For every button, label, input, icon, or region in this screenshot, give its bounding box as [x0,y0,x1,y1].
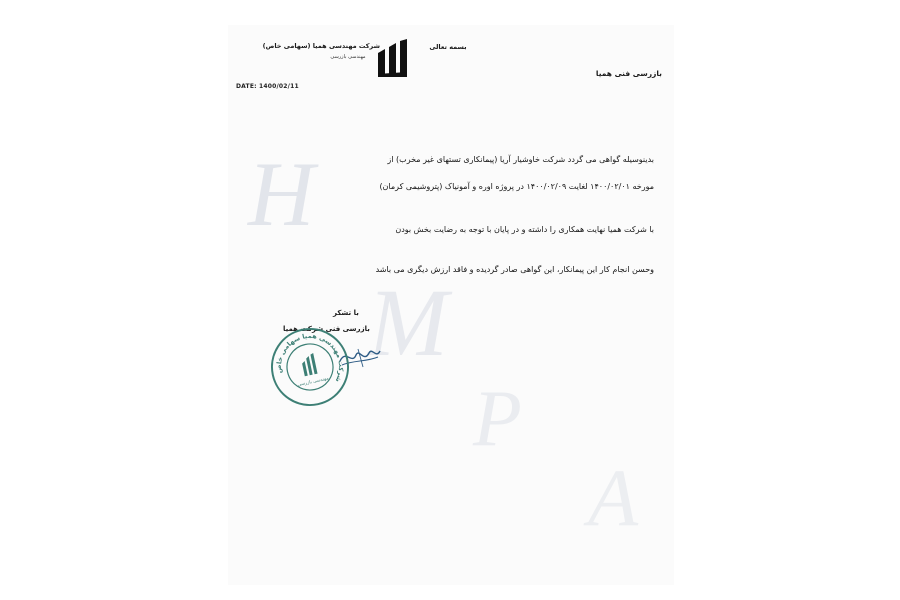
watermark-letter-h: H [248,143,315,245]
company-logo [376,39,414,79]
body-line-2: مورخه ۱۴۰۰/۰۲/۰۱ لغایت ۱۴۰۰/۰۲/۰۹ در پروژه اوره و آمونیاک (پتروشیمی کرمان) [379,182,654,191]
watermark-letter-p: P [473,375,522,463]
company-subtitle: مهندسی بازرسی [330,54,366,60]
body-line-1: بدینوسیله گواهی می گردد شرکت خاوشیار آریا (پیمانکاری تستهای غیر مخرب) از [387,155,654,164]
signer-name: بازرسی فنی شرکت همیا [283,325,370,333]
stamp-inner-text: مهندسی بازرسی [297,376,330,388]
watermark-letter-m: M [368,269,448,376]
letter-sheet [228,25,674,585]
watermark-letter-a: A [588,452,639,543]
body-line-4: وحسن انجام کار این پیمانکار، این گواهی صادر گردیده و فاقد ارزش دیگری می باشد [375,265,654,274]
letterhead-watermark [228,25,674,585]
recipient-title: بازرسی فنی همیا [595,69,662,78]
stamp-outer-text: شرکت مهندسی همیا سهامی خاص [274,331,346,384]
closing-phrase: با تشکر [333,309,359,317]
company-name: شرکت مهندسی همیا (سهامی خاص) [262,42,380,50]
company-stamp [268,325,352,409]
body-line-3: با شرکت همیا نهایت همکاری را داشته و در پایان با توجه به رضایت بخش بودن [395,225,654,234]
basmala-heading: بسمه تعالی [429,43,467,51]
letter-date: DATE: 1400/02/11 [236,83,299,90]
